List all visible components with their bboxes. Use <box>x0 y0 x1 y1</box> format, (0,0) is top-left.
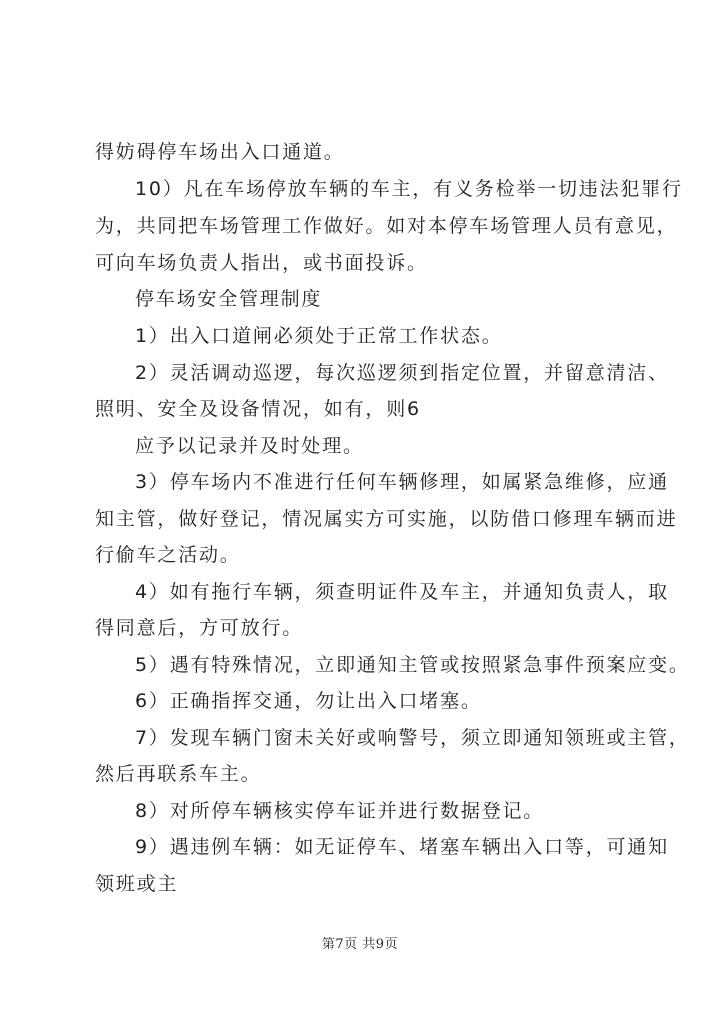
paragraph-line: 2）灵活调动巡逻，每次巡逻须到指定位置，并留意清洁、 <box>135 362 669 384</box>
paragraph-line: 3）停车场内不准进行任何车辆修理，如属紧急维修，应通 <box>135 471 669 493</box>
paragraph-line: 1）出入口道闸必须处于正常工作状态。 <box>135 325 503 347</box>
paragraph-line: 5）遇有特殊情况，立即通知主管或按照紧急事件预案应变。 <box>135 654 690 676</box>
paragraph-line: 应予以记录并及时处理。 <box>135 435 364 457</box>
section-heading: 停车场安全管理制度 <box>135 288 323 310</box>
paragraph-line: 7）发现车辆门窗未关好或响警号，须立即通知领班或主管， <box>135 727 690 749</box>
paragraph-line: 知主管，做好登记，情况属实方可实施，以防借口修理车辆而进 <box>95 508 678 530</box>
paragraph-line: 10）凡在车场停放车辆的车主，有义务检举一切违法犯罪行 <box>135 178 683 200</box>
paragraph-line: 为，共同把车场管理工作做好。如对本停车场管理人员有意见， <box>95 215 678 237</box>
page-footer: 第7页 共9页 <box>321 937 399 952</box>
paragraph-line: 行偷车之活动。 <box>95 544 241 566</box>
paragraph-line: 8）对所停车辆核实停车证并进行数据登记。 <box>135 800 545 822</box>
paragraph-line: 4）如有拖行车辆，须查明证件及车主，并通知负责人，取 <box>135 581 669 603</box>
paragraph-line: 6）正确指挥交通，勿让出入口堵塞。 <box>135 690 482 712</box>
paragraph-line: 然后再联系车主。 <box>95 763 262 785</box>
paragraph-line: 可向车场负责人指出，或书面投诉。 <box>95 252 428 274</box>
paragraph-line: 领班或主 <box>95 873 179 895</box>
paragraph-line: 得同意后，方可放行。 <box>95 617 304 639</box>
paragraph-line: 得妨碍停车场出入口通道。 <box>95 141 345 163</box>
paragraph-line: 照明、安全及设备情况，如有，则6 <box>95 398 421 420</box>
paragraph-line: 9）遇违例车辆：如无证停车、堵塞车辆出入口等，可通知 <box>135 836 669 858</box>
